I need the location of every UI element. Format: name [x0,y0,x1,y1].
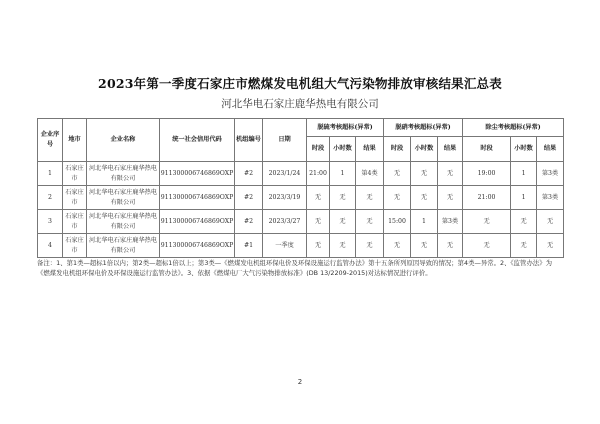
cell-credit-code: 911300006746869OXP [160,234,235,258]
cell-unit: #1 [235,234,263,258]
cell-company: 河北华电石家庄鹿华热电有限公司 [87,234,160,258]
cell-denitr-hours: 无 [411,186,438,210]
subheader-period: 时段 [384,137,411,162]
cell-credit-code: 911300006746869OXP [160,186,235,210]
subheader-hours: 小时数 [411,137,438,162]
cell-company: 河北华电石家庄鹿华热电有限公司 [87,210,160,234]
cell-desulf-hours: 无 [330,234,356,258]
cell-seq: 4 [38,234,63,258]
subheader-result: 结果 [438,137,463,162]
cell-desulf-hours: 无 [330,186,356,210]
cell-desulf-result: 无 [356,234,384,258]
cell-unit: #2 [235,210,263,234]
cell-denitr-hours: 无 [411,234,438,258]
subheader-hours: 小时数 [511,137,537,162]
header-company: 企业名称 [87,119,160,162]
cell-denitr-period: 无 [384,234,411,258]
subheader-period: 时段 [307,137,330,162]
cell-desulf-period: 无 [307,210,330,234]
cell-denitr-result: 无 [438,186,463,210]
cell-company: 河北华电石家庄鹿华热电有限公司 [87,162,160,186]
cell-dust-result: 无 [537,234,564,258]
cell-denitr-period: 无 [384,162,411,186]
header-desulfurization: 脱硫考核超标(异常) [307,119,384,137]
cell-date: 2023/3/19 [263,186,307,210]
cell-denitr-period: 无 [384,186,411,210]
cell-dust-period: 19:00 [463,162,511,186]
cell-dust-period: 无 [463,234,511,258]
cell-denitr-result: 无 [438,234,463,258]
header-unit: 机组编号 [235,119,263,162]
cell-denitr-hours: 1 [411,210,438,234]
header-dust-removal: 除尘考核超标(异常) [463,119,564,137]
table-row [38,162,564,186]
table-row [38,186,564,210]
cell-dust-period: 无 [463,210,511,234]
cell-desulf-result: 无 [356,186,384,210]
header-city: 地市 [63,119,87,162]
cell-city: 石家庄市 [63,210,87,234]
page-number: 2 [297,378,303,386]
cell-date: 2023/3/27 [263,210,307,234]
cell-date: 2023/1/24 [263,162,307,186]
cell-dust-hours: 无 [511,210,537,234]
cell-denitr-result: 第3类 [438,210,463,234]
cell-credit-code: 911300006746869OXP [160,210,235,234]
cell-dust-result: 无 [537,210,564,234]
cell-dust-hours: 1 [511,162,537,186]
cell-seq: 3 [38,210,63,234]
cell-dust-result: 第3类 [537,162,564,186]
cell-desulf-period: 无 [307,234,330,258]
header-seq: 企业序号 [38,119,63,162]
document-title: 2023年第一季度石家庄市燃煤发电机组大气污染物排放审核结果汇总表 [98,76,502,91]
cell-seq: 2 [38,186,63,210]
table-row [38,210,564,234]
cell-dust-hours: 无 [511,234,537,258]
cell-unit: #2 [235,162,263,186]
cell-denitr-period: 15:00 [384,210,411,234]
cell-unit: #2 [235,186,263,210]
cell-dust-result: 第3类 [537,186,564,210]
subheader-result: 结果 [537,137,564,162]
cell-city: 石家庄市 [63,234,87,258]
footnotes: 备注：1、第1类—超标1倍以内；第2类—超标1倍以上；第3类—《燃煤发电机组环保电价及环保设施运行监管办法》第十五条所列原因导致的情况；第4类—异常。2、《监管办法》为《燃煤发电机组环保电价及环保设施运行监管办法》。3、依据《燃煤电厂大气污染物排放标准》(DB 13/2209-2015)对达标情况进行评价。 [37,259,553,277]
cell-desulf-period: 无 [307,186,330,210]
cell-desulf-hours: 无 [330,210,356,234]
cell-dust-period: 21:00 [463,186,511,210]
cell-dust-hours: 1 [511,186,537,210]
table-row [38,234,564,258]
header-date: 日期 [263,119,307,162]
cell-desulf-hours: 1 [330,162,356,186]
header-denitrification: 脱硝考核超标(异常) [384,119,463,137]
subheader-period: 时段 [463,137,511,162]
cell-credit-code: 911300006746869OXP [160,162,235,186]
cell-company: 河北华电石家庄鹿华热电有限公司 [87,186,160,210]
cell-desulf-result: 第4类 [356,162,384,186]
cell-desulf-period: 21:00 [307,162,330,186]
cell-desulf-result: 无 [356,210,384,234]
subheader-result: 结果 [356,137,384,162]
cell-date: 一季度 [263,234,307,258]
cell-city: 石家庄市 [63,186,87,210]
cell-seq: 1 [38,162,63,186]
audit-results-table [37,118,564,258]
cell-city: 石家庄市 [63,162,87,186]
subheader-hours: 小时数 [330,137,356,162]
cell-denitr-result: 无 [438,162,463,186]
cell-denitr-hours: 无 [411,162,438,186]
company-subtitle: 河北华电石家庄鹿华热电有限公司 [221,98,379,110]
header-credit-code: 统一社会信用代码 [160,119,235,162]
